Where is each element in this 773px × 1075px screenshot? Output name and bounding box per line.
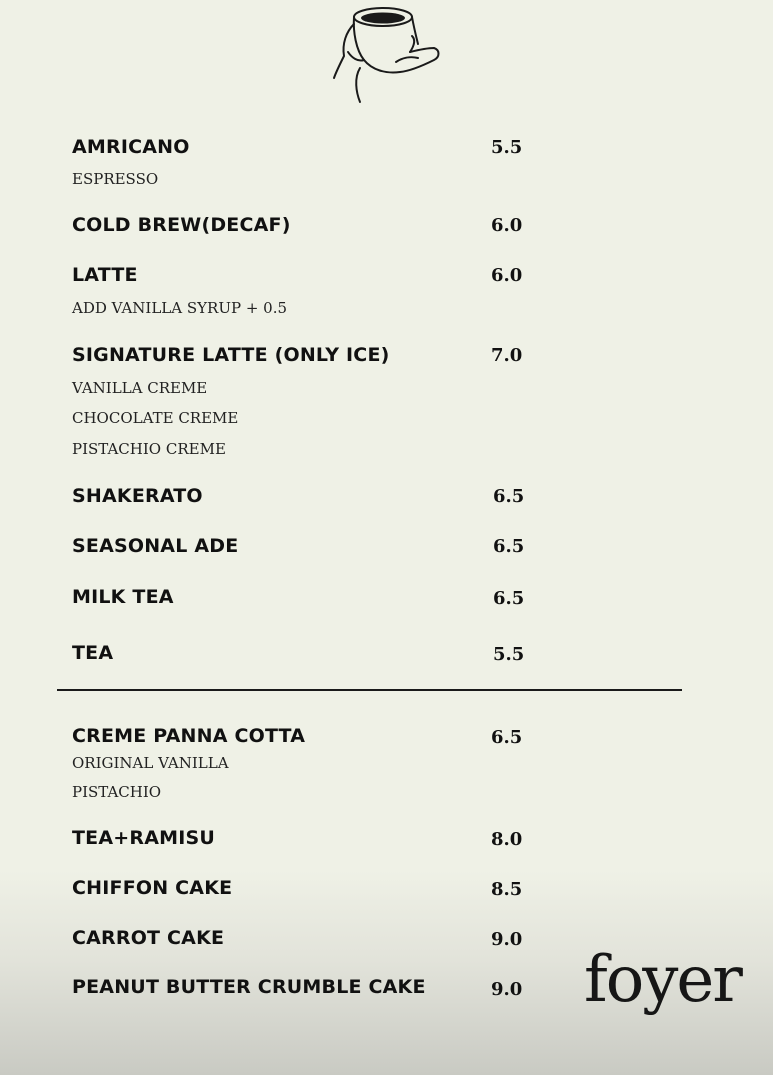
milk-tea-price: 6.5 [493, 588, 525, 609]
peanut-butter-cake-price: 9.0 [491, 979, 523, 1000]
tea-ramisu-name: TEA+RAMISU [72, 827, 215, 849]
cold-brew-price: 6.0 [491, 215, 523, 236]
latte-option: ADD VANILLA SYRUP + 0.5 [72, 299, 288, 317]
panna-cotta-option: PISTACHIO [72, 783, 162, 801]
foyer-logo: foyer [584, 943, 741, 1017]
tea-ramisu-price: 8.0 [491, 829, 523, 850]
americano-price: 5.5 [491, 137, 523, 158]
signature-latte-name: SIGNATURE LATTE (ONLY ICE) [72, 344, 390, 366]
panna-cotta-option: ORIGINAL VANILLA [72, 754, 229, 772]
section-divider [57, 689, 682, 691]
shakerato-price: 6.5 [493, 486, 525, 507]
cold-brew-name: COLD BREW(DECAF) [72, 214, 291, 236]
tea-price: 5.5 [493, 644, 525, 665]
shakerato-name: SHAKERATO [72, 485, 203, 507]
seasonal-ade-name: SEASONAL ADE [72, 535, 239, 557]
signature-latte-option: PISTACHIO CREME [72, 440, 226, 458]
signature-latte-option: CHOCOLATE CREME [72, 409, 239, 427]
chiffon-cake-name: CHIFFON CAKE [72, 877, 233, 899]
tea-name: TEA [72, 642, 114, 664]
americano-option: ESPRESSO [72, 170, 159, 188]
seasonal-ade-price: 6.5 [493, 536, 525, 557]
latte-price: 6.0 [491, 265, 523, 286]
signature-latte-option: VANILLA CREME [72, 379, 208, 397]
chiffon-cake-price: 8.5 [491, 879, 523, 900]
signature-latte-price: 7.0 [491, 345, 523, 366]
americano-name: AMRICANO [72, 136, 190, 158]
panna-cotta-name: CREME PANNA COTTA [72, 725, 306, 747]
panna-cotta-price: 6.5 [491, 727, 523, 748]
hand-holding-coffee-cup-icon [330, 2, 446, 106]
peanut-butter-cake-name: PEANUT BUTTER CRUMBLE CAKE [72, 976, 426, 998]
latte-name: LATTE [72, 264, 138, 286]
carrot-cake-name: CARROT CAKE [72, 927, 225, 949]
carrot-cake-price: 9.0 [491, 929, 523, 950]
milk-tea-name: MILK TEA [72, 586, 174, 608]
